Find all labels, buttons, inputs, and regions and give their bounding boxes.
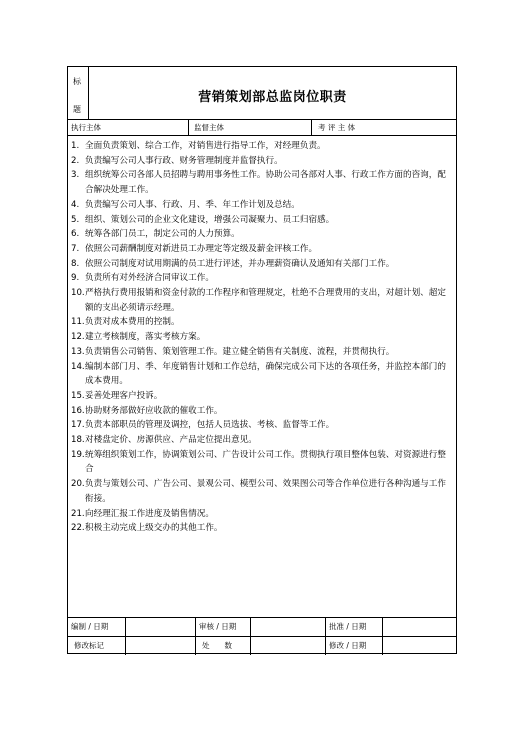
duty-number: 14. xyxy=(71,361,85,372)
duty-number: 22. xyxy=(71,523,85,534)
duty-number: 6. xyxy=(71,229,80,240)
revision-mark-value xyxy=(126,637,196,655)
duty-text: 负责所有对外经济合同审议工作。 xyxy=(85,273,214,284)
duty-number: 13. xyxy=(71,346,85,357)
duty-text: 统筹各部门员工，制定公司的人力预算。 xyxy=(85,229,240,240)
duty-number: 15. xyxy=(71,390,85,401)
review-date-value xyxy=(251,618,326,636)
duty-text: 负责对成本费用的控制。 xyxy=(85,317,180,328)
revision-count-value xyxy=(251,637,326,655)
title-label-char: 标 xyxy=(73,77,81,86)
duty-text: 依照公司制度对试用期满的员工进行评述，并办理薪资确认及通知有关部门工作。 xyxy=(85,258,395,269)
duty-number: 4. xyxy=(71,199,80,210)
duty-item xyxy=(68,271,456,286)
duty-text: 组织统筹公司各部人员招聘与聘用事务性工作。协助公司各部对人事、行政工作方面的咨询，配合解决处理工作。 xyxy=(85,170,446,196)
assessor-cell: 考 评 主 体 xyxy=(318,123,356,132)
duty-item xyxy=(68,360,456,389)
duty-text: 对楼盘定价、房源供应、产品定位提出意见。 xyxy=(85,435,257,446)
duty-item xyxy=(68,242,456,257)
duty-text: 协助财务部做好应收款的催收工作。 xyxy=(85,405,223,416)
duty-item xyxy=(68,345,456,360)
revision-count-label: 处 数 xyxy=(196,637,251,655)
duties-list xyxy=(68,139,456,536)
duty-text: 积极主动完成上级交办的其他工作。 xyxy=(85,523,223,534)
footer-row-revision xyxy=(68,636,456,655)
title-row xyxy=(68,67,456,120)
duty-item xyxy=(68,198,456,213)
owner-row xyxy=(68,120,456,136)
duty-number: 3. xyxy=(71,170,80,181)
duty-number: 8. xyxy=(71,258,80,269)
duty-item xyxy=(68,507,456,522)
duty-text: 妥善处理客户投诉。 xyxy=(85,390,163,401)
approve-date-value xyxy=(383,618,458,636)
duty-number: 19. xyxy=(71,449,85,460)
duty-item xyxy=(68,433,456,448)
prepared-date-label: 编制 / 日期 xyxy=(68,618,126,636)
duty-number: 2. xyxy=(71,155,80,166)
duty-item xyxy=(68,257,456,272)
duty-number: 10. xyxy=(71,288,85,299)
duty-item xyxy=(68,404,456,419)
duty-number: 16. xyxy=(71,405,85,416)
duty-item xyxy=(68,286,456,315)
duty-item xyxy=(68,139,456,154)
duty-text: 依照公司薪酬制度对新进员工办理定等定级及薪金评核工作。 xyxy=(85,243,318,254)
approve-date-label: 批准 / 日期 xyxy=(326,618,383,636)
duty-text: 负责本部职员的管理及调控，包括人员选拔、考核、监督等工作。 xyxy=(85,420,335,431)
revision-date-value xyxy=(383,637,458,655)
duty-number: 18. xyxy=(71,435,85,446)
title-label-char: 题 xyxy=(73,105,81,114)
duty-item xyxy=(68,168,456,197)
duty-number: 12. xyxy=(71,332,85,343)
review-date-label: 审核 / 日期 xyxy=(196,618,251,636)
duty-text: 向经理汇报工作进度及销售情况。 xyxy=(85,508,214,519)
duty-item xyxy=(68,227,456,242)
footer-row-approval xyxy=(68,617,456,636)
duty-item xyxy=(68,418,456,433)
duty-number: 5. xyxy=(71,214,80,225)
duty-text: 组织、策划公司的企业文化建设，增强公司凝聚力、员工归宿感。 xyxy=(85,214,335,225)
duty-number: 9. xyxy=(71,273,80,284)
document-title: 营销策划部总监岗位职责 xyxy=(198,89,347,105)
duty-text: 负责编写公司人事、行政、月、季、年工作计划及总结。 xyxy=(85,199,300,210)
supervisor-cell: 监督主体 xyxy=(189,120,312,135)
duty-number: 20. xyxy=(71,479,85,490)
duty-text: 负责销售公司销售、策划管理工作。建立健全销售有关制度、流程，并贯彻执行。 xyxy=(85,346,395,357)
duty-item xyxy=(68,315,456,330)
duty-text: 全面负责策划、综合工作，对销售进行指导工作，对经理负责。 xyxy=(85,141,326,151)
revision-date-label: 修改 / 日期 xyxy=(326,637,383,655)
duties-section xyxy=(68,136,456,617)
duty-number: 17. xyxy=(71,420,85,431)
duty-item xyxy=(68,213,456,228)
duty-number: 1. xyxy=(71,141,80,151)
revision-mark-label: 修改标记 xyxy=(68,637,126,655)
prepared-date-value xyxy=(126,618,196,636)
duty-item xyxy=(68,330,456,345)
duty-text: 编制本部门月、季、年度销售计划和工作总结，确保完成公司下达的各项任务，并监控本部门的成本费用。 xyxy=(85,361,446,387)
title-label-cell xyxy=(68,67,89,119)
duty-text: 统筹组织策划工作，协调策划公司、广告设计公司工作。贯彻执行项目整体包装、对资源进行整合 xyxy=(85,449,446,475)
duty-number: 11. xyxy=(71,317,85,328)
duty-item xyxy=(68,389,456,404)
duty-item xyxy=(68,154,456,169)
duty-item xyxy=(68,521,456,536)
duty-text: 严格执行费用报销和资金付款的工作程序和管理规定，杜绝不合理费用的支出，对超计划、超定额的支出必须请示经理。 xyxy=(85,288,446,313)
duty-item xyxy=(68,477,456,506)
job-description-form xyxy=(67,66,457,654)
duty-item xyxy=(68,448,456,477)
duty-number: 21. xyxy=(71,508,85,519)
duty-number: 7. xyxy=(71,243,80,254)
duty-text: 负责编写公司人事行政、财务管理制度并监督执行。 xyxy=(85,155,283,166)
duty-text: 负责与策划公司、广告公司、景观公司、模型公司、效果图公司等合作单位进行各种沟通与工作衔接。 xyxy=(85,479,446,504)
executor-cell: 执行主体 xyxy=(68,120,189,135)
duty-text: 建立考核制度，落实考核方案。 xyxy=(85,332,206,343)
